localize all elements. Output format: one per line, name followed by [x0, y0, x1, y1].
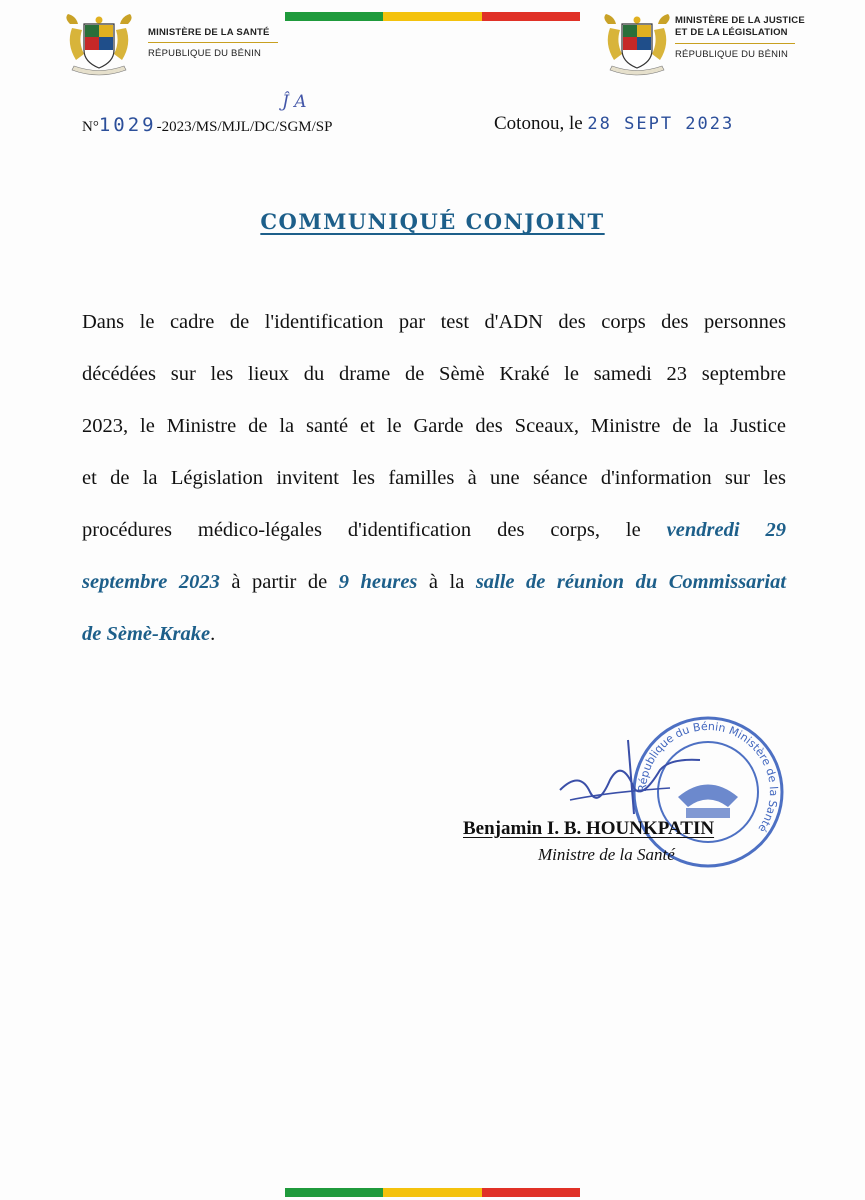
body-line-6 [82, 556, 786, 608]
signatory-title: Ministre de la Santé [538, 845, 675, 864]
flag-stripe-bottom [285, 1188, 580, 1197]
date-city: Cotonou, le [494, 113, 583, 134]
highlight-date-day: vendredi 29 [666, 519, 787, 541]
reference-stamped-number: 1029 [98, 114, 157, 136]
highlight-time: 9 heures [338, 571, 418, 593]
seal-text: République du Bénin Ministère de la Santé [635, 719, 781, 835]
body-line-3: 2023, le Ministre de la santé et le Garde des Sceaux, Ministre de la Justice [82, 415, 786, 437]
flag-yellow [383, 12, 481, 21]
handwritten-signature-icon [550, 730, 710, 820]
reference-number [82, 92, 333, 136]
flag-red [482, 12, 580, 21]
body-line-5 [82, 504, 786, 556]
ministry-justice-header [675, 15, 805, 60]
republic-name-left: RÉPUBLIQUE DU BÉNIN [148, 48, 262, 59]
flag-stripe-top [285, 12, 580, 21]
body-line-7 [82, 608, 786, 660]
republic-name-right: RÉPUBLIQUE DU BÉNIN [675, 49, 789, 60]
body-line-6-text-2: à la [428, 571, 465, 593]
reference-suffix: -2023/MS/MJL/DC/SGM/SP [156, 119, 333, 135]
body-line-2: décédées sur les lieux du drame de Sèmè Kraké le samedi 23 septembre [82, 363, 786, 385]
title-text: COMMUNIQUÉ CONJOINT [260, 209, 605, 234]
flag-green [285, 12, 383, 21]
ministry-health-header [148, 27, 278, 59]
highlight-date-month: septembre 2023 [82, 571, 220, 593]
reference-prefix: N° [82, 119, 99, 135]
highlight-venue: salle de réunion du Commissariat [475, 571, 787, 593]
body-line-1: Dans le cadre de l'identification par test d'ADN des corps des personnes [82, 311, 786, 333]
ministry-health-name: MINISTÈRE DE LA SANTÉ [148, 27, 270, 38]
body-line-4: et de la Législation invitent les familles à une séance d'information sur les [82, 467, 786, 489]
header-rule-right [675, 43, 795, 44]
header-rule-left [148, 42, 278, 43]
ministry-justice-name-2: ET DE LA LÉGISLATION [675, 27, 788, 38]
body-line-7-text: . [210, 623, 216, 645]
communique-body [82, 296, 786, 660]
document-date [494, 113, 734, 135]
body-line-5-text: procédures médico-légales d'identification des corps, le [82, 519, 641, 541]
flag-red [482, 1188, 580, 1197]
highlight-location: de Sèmè-Krake [82, 623, 211, 645]
benin-coat-of-arms-icon [600, 14, 674, 80]
document-title [0, 209, 865, 234]
body-line-6-text-1: à partir de [231, 571, 328, 593]
handwritten-note: Ĵ A [282, 92, 307, 112]
date-stamp: 28 SEPT 2023 [587, 114, 735, 134]
ministry-justice-name-1: MINISTÈRE DE LA JUSTICE [675, 15, 805, 26]
benin-coat-of-arms-icon [62, 14, 136, 80]
signatory-name: Benjamin I. B. HOUNKPATIN [463, 818, 715, 839]
flag-green [285, 1188, 383, 1197]
flag-yellow [383, 1188, 481, 1197]
